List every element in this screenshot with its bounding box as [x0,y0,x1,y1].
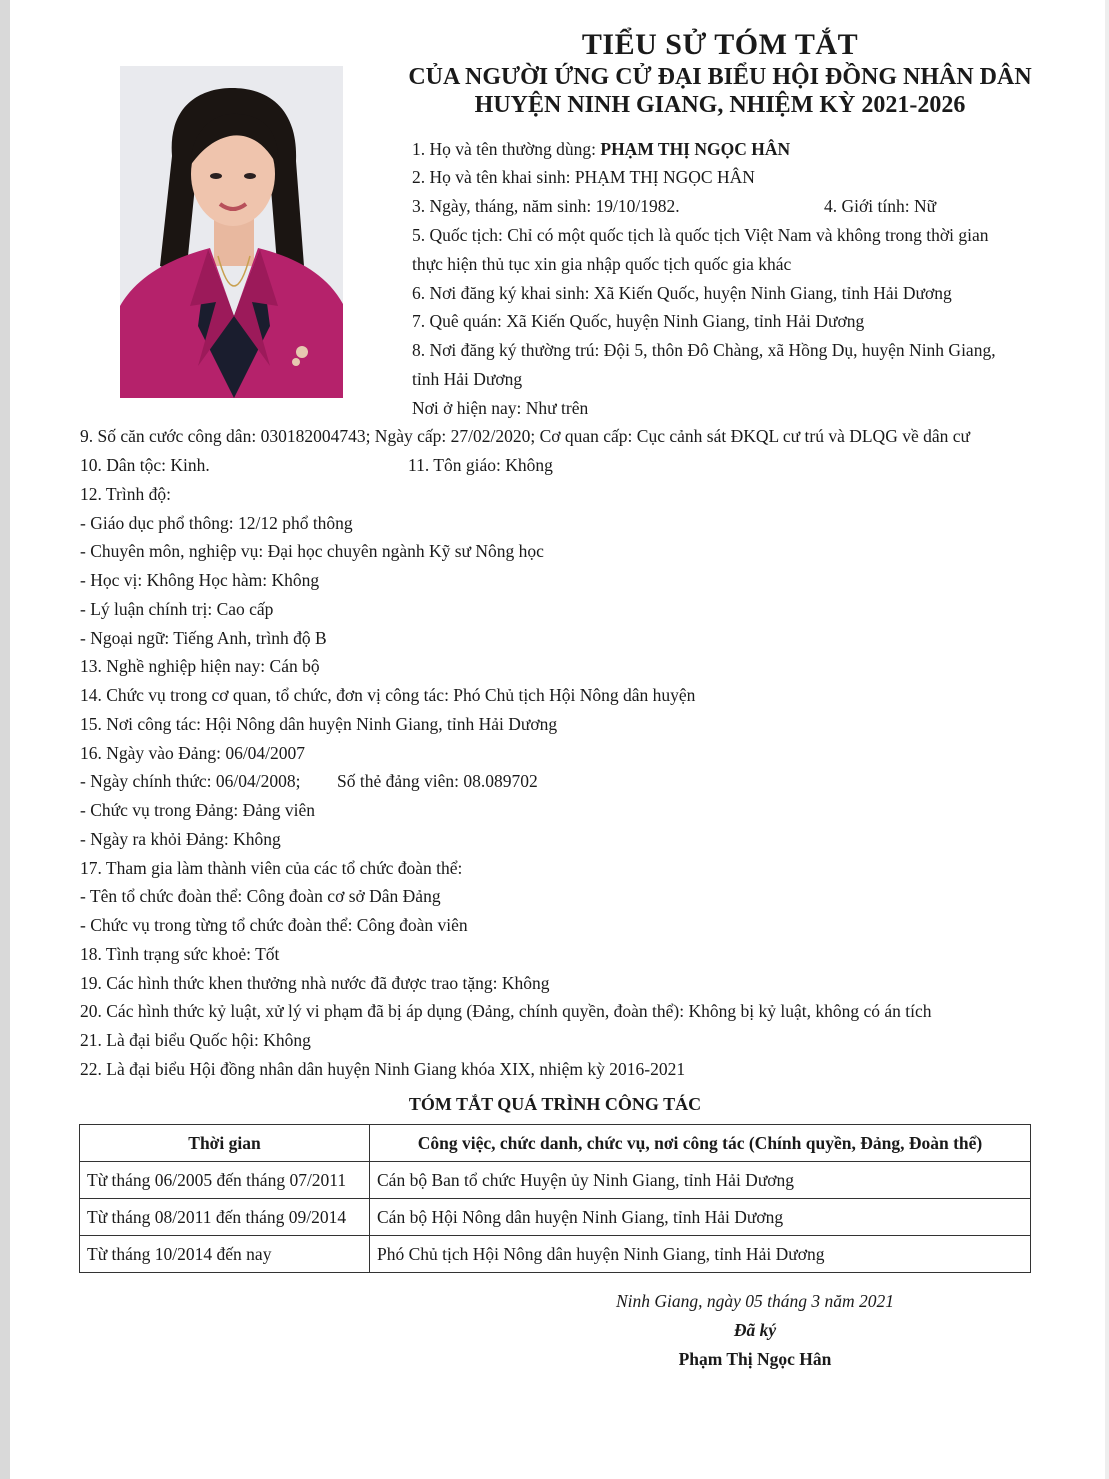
field-citizen-id: 9. Số căn cước công dân: 030182004743; Ngày cấp: 27/02/2020; Cơ quan cấp: Cục cảnh sát ĐKQL cư trú và DLQG về dân cư [80,426,970,446]
signature-status: Đã ký [733,1320,777,1340]
field-party-exit: - Ngày ra khỏi Đảng: Không [80,829,281,849]
field-common-name [412,138,790,160]
cell-period: Từ tháng 10/2014 đến nay [80,1236,370,1273]
field-nationality: 5. Quốc tịch: Chỉ có một quốc tịch là quốc tịch Việt Nam và không trong thời gian [412,225,989,245]
field-occupation: 13. Nghề nghiệp hiện nay: Cán bộ [80,656,320,676]
table-row [80,1162,1031,1199]
page-edge-right [1105,0,1109,1479]
field-permanent-residence-cont: tỉnh Hải Dương [412,369,523,389]
cell-role: Cán bộ Hội Nông dân huyện Ninh Giang, tỉnh Hải Dương [370,1199,1031,1236]
field-organization-position: - Chức vụ trong từng tổ chức đoàn thể: Công đoàn viên [80,915,468,935]
field-party-official-date: - Ngày chính thức: 06/04/2008; [80,771,301,791]
field-general-education: - Giáo dục phổ thông: 12/12 phổ thông [80,513,353,533]
field-religion: 11. Tôn giáo: Không [408,455,553,475]
portrait-photo [120,66,343,398]
field-party-entry: 16. Ngày vào Đảng: 06/04/2007 [80,743,306,763]
column-header-period: Thời gian [80,1125,370,1162]
field-hometown: 7. Quê quán: Xã Kiến Quốc, huyện Ninh Giang, tỉnh Hải Dương [412,311,865,331]
table-header-row [80,1125,1031,1162]
document-title: TIỂU SỬ TÓM TẮT [581,28,859,61]
field-discipline: 20. Các hình thức kỷ luật, xử lý vi phạm đã bị áp dụng (Đảng, chính quyền, đoàn thể): Không bị kỷ luật, không có án tích [80,1001,932,1021]
portrait-illustration [120,66,343,398]
field-specialization: - Chuyên môn, nghiệp vụ: Đại học chuyên ngành Kỹ sư Nông học [80,541,544,561]
field-label: 1. Họ và tên thường dùng: [412,139,601,159]
field-degree: - Học vị: Không Học hàm: Không [80,570,320,590]
field-health: 18. Tình trạng sức khoẻ: Tốt [80,944,280,964]
field-birth-name: 2. Họ và tên khai sinh: PHẠM THỊ NGỌC HÂN [412,167,755,187]
page-edge-left [0,0,10,1479]
field-national-assembly: 21. Là đại biểu Quốc hội: Không [80,1030,311,1050]
field-current-residence: Nơi ở hiện nay: Như trên [412,398,589,418]
field-workplace: 15. Nơi công tác: Hội Nông dân huyện Ninh Giang, tỉnh Hải Dương [80,714,558,734]
field-birth-registration: 6. Nơi đăng ký khai sinh: Xã Kiến Quốc, huyện Ninh Giang, tỉnh Hải Dương [412,283,952,303]
field-education: 12. Trình độ: [80,484,171,504]
field-party-position: - Chức vụ trong Đảng: Đảng viên [80,800,315,820]
cell-role: Phó Chủ tịch Hội Nông dân huyện Ninh Giang, tỉnh Hải Dương [370,1236,1031,1273]
work-history-table [79,1124,1031,1273]
document-subtitle-2: HUYỆN NINH GIANG, NHIỆM KỲ 2021-2026 [474,92,966,118]
document-subtitle-1: CỦA NGƯỜI ỨNG CỬ ĐẠI BIỂU HỘI ĐỒNG NHÂN DÂN [408,64,1032,90]
field-permanent-residence: 8. Nơi đăng ký thường trú: Đội 5, thôn Đô Chàng, xã Hồng Dụ, huyện Ninh Giang, [412,340,996,360]
table-row [80,1199,1031,1236]
cell-period: Từ tháng 06/2005 đến tháng 07/2011 [80,1162,370,1199]
field-foreign-language: - Ngoại ngữ: Tiếng Anh, trình độ B [80,628,327,648]
field-party-card-number: Số thẻ đảng viên: 08.089702 [337,771,538,791]
field-gender: 4. Giới tính: Nữ [824,196,937,216]
history-title: TÓM TẮT QUÁ TRÌNH CÔNG TÁC [408,1094,702,1114]
field-organizations: 17. Tham gia làm thành viên của các tổ chức đoàn thể: [80,858,463,878]
cell-role: Cán bộ Ban tổ chức Huyện ủy Ninh Giang, tỉnh Hải Dương [370,1162,1031,1199]
table-row [80,1236,1031,1273]
field-council-delegate: 22. Là đại biểu Hội đồng nhân dân huyện Ninh Giang khóa XIX, nhiệm kỳ 2016-2021 [80,1059,686,1079]
field-nationality-cont: thực hiện thủ tục xin gia nhập quốc tịch quốc gia khác [412,254,792,274]
field-position: 14. Chức vụ trong cơ quan, tổ chức, đơn vị công tác: Phó Chủ tịch Hội Nông dân huyện [80,685,696,705]
signature-place-date: Ninh Giang, ngày 05 tháng 3 năm 2021 [615,1291,895,1311]
field-political-theory: - Lý luận chính trị: Cao cấp [80,599,274,619]
field-awards: 19. Các hình thức khen thưởng nhà nước đã được trao tặng: Không [80,973,550,993]
signature-name: Phạm Thị Ngọc Hân [678,1349,832,1369]
column-header-role: Công việc, chức danh, chức vụ, nơi công tác (Chính quyền, Đảng, Đoàn thể) [370,1125,1031,1162]
cell-period: Từ tháng 08/2011 đến tháng 09/2014 [80,1199,370,1236]
field-ethnicity: 10. Dân tộc: Kinh. [80,455,210,475]
field-organization-name: - Tên tổ chức đoàn thể: Công đoàn cơ sở Dân Đảng [80,886,441,906]
field-birth-date: 3. Ngày, tháng, năm sinh: 19/10/1982. [412,196,680,216]
field-value-name: PHẠM THỊ NGỌC HÂN [600,139,791,159]
